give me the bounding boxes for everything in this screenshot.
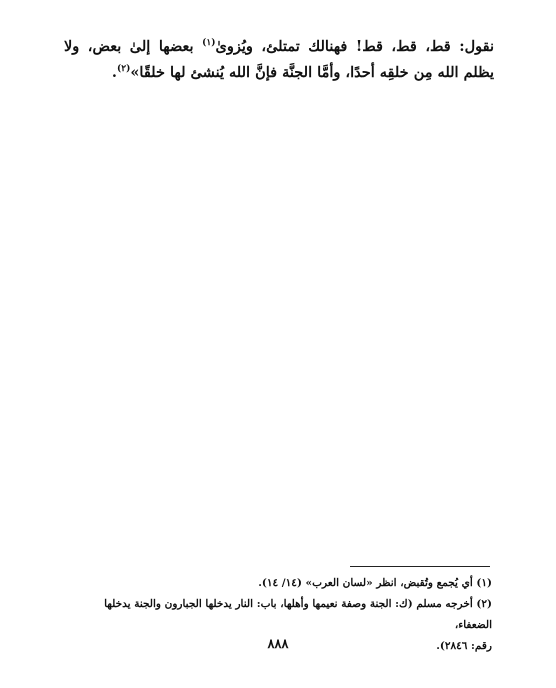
footnote-2: (٢) أخرجه مسلم (ك: الجنة وصفة نعيمها وأهلها، باب: النار يدخلها الجبارون والجنة يدخلها الضعفاء، <box>104 598 492 631</box>
text-segment-2: بعضها إلىٰ بعض، ولا يظلم الله مِن خلقِه أحدًا، وأمَّا الجنَّة فإنَّ الله يُنشئ لها خلقًا» <box>64 38 494 81</box>
page-number: ٨٨٨ <box>267 637 289 652</box>
footnote-divider <box>350 566 490 567</box>
text-segment-3: . <box>111 64 117 81</box>
main-paragraph <box>64 34 494 86</box>
paragraph-text <box>64 34 494 86</box>
footnote-ref-1: (١) <box>202 38 216 49</box>
footnote-2-continuation: رقم: ٢٨٤٦). <box>436 640 492 652</box>
footnote-ref-2: (٢) <box>116 64 131 75</box>
text-segment-1: نقول: قط، قط، قط! فهنالك تمتلئ، ويُزوىٰ <box>215 38 494 55</box>
footnote-1: (١) أي يُجمع وتُقبض، انظر «لسان العرب» (١٤/ ١٤). <box>258 577 492 589</box>
